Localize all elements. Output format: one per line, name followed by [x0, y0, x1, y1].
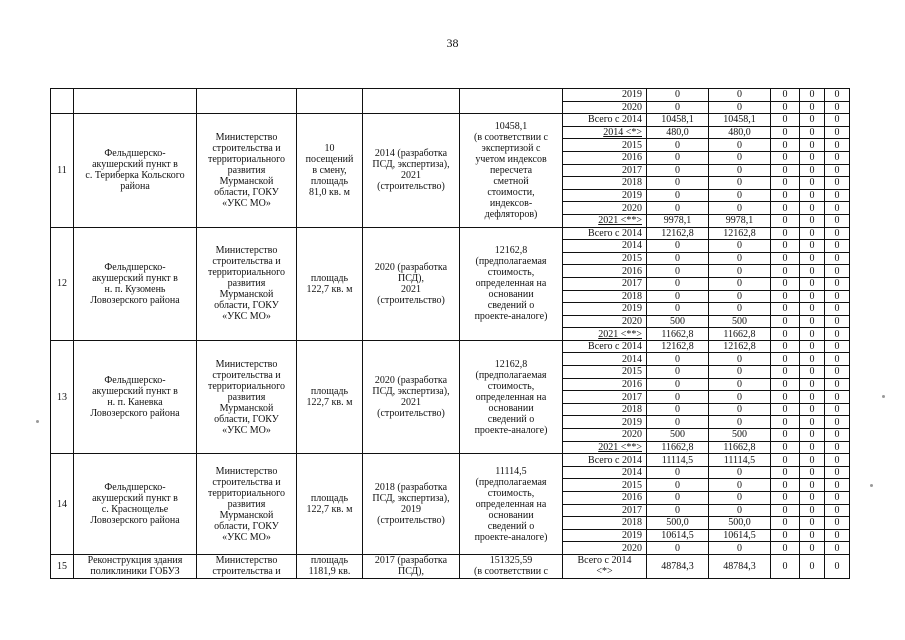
project-name-cell: Фельдшерско- акушерский пункт в н. п. Каневка Ловозерского района — [74, 340, 197, 453]
project-name-cell: Фельдшерско- акушерский пункт в н. п. Кузомень Ловозерского района — [74, 227, 197, 340]
value-cell: 0 — [800, 353, 825, 366]
period-cell: 2014 (разработка ПСД, экспертиза), 2021 (строительство) — [363, 114, 460, 227]
value-cell: 0 — [771, 139, 800, 152]
value-cell: 11114,5 — [709, 454, 771, 467]
continued-customer-cell — [197, 89, 297, 114]
value-cell: 0 — [709, 189, 771, 202]
capacity-cell: площадь 1181,9 кв. — [297, 554, 363, 578]
value-cell: 0 — [825, 315, 850, 328]
value-cell: 0 — [709, 479, 771, 492]
value-cell: 10614,5 — [647, 529, 709, 542]
value-cell: 0 — [825, 466, 850, 479]
value-cell: 0 — [825, 101, 850, 114]
value-cell: 0 — [647, 290, 709, 303]
value-cell: 0 — [800, 164, 825, 177]
value-cell: 0 — [771, 529, 800, 542]
table-row — [51, 227, 850, 240]
value-cell: 0 — [825, 378, 850, 391]
value-cell: 0 — [825, 366, 850, 379]
value-cell: 0 — [800, 529, 825, 542]
value-cell: 0 — [709, 378, 771, 391]
value-cell: 0 — [800, 290, 825, 303]
value-cell: 0 — [825, 391, 850, 404]
value-cell: 0 — [709, 290, 771, 303]
value-cell: 0 — [709, 101, 771, 114]
value-cell: 0 — [800, 214, 825, 227]
year-cell: Всего с 2014 — [563, 114, 647, 127]
value-cell: 0 — [771, 101, 800, 114]
year-cell: 2019 — [563, 303, 647, 316]
value-cell: 0 — [647, 542, 709, 555]
row-number-cell: 15 — [51, 554, 74, 578]
value-cell: 0 — [825, 139, 850, 152]
value-cell: 0 — [771, 164, 800, 177]
value-cell: 0 — [709, 353, 771, 366]
value-cell: 0 — [709, 542, 771, 555]
value-cell: 0 — [709, 139, 771, 152]
customer-cell: Министерство строительства и — [197, 554, 297, 578]
year-cell: 2021 <**> — [563, 214, 647, 227]
value-cell: 10458,1 — [647, 114, 709, 127]
scan-speck — [882, 395, 885, 398]
year-cell: 2017 — [563, 391, 647, 404]
value-cell: 0 — [647, 139, 709, 152]
value-cell: 0 — [825, 416, 850, 429]
value-cell: 0 — [825, 340, 850, 353]
value-cell: 0 — [647, 277, 709, 290]
value-cell: 0 — [709, 164, 771, 177]
value-cell: 0 — [800, 189, 825, 202]
period-cell: 2020 (разработка ПСД), 2021 (строительство) — [363, 227, 460, 340]
year-cell: 2019 — [563, 89, 647, 102]
value-cell: 0 — [709, 89, 771, 102]
value-cell: 0 — [771, 240, 800, 253]
value-cell: 0 — [771, 366, 800, 379]
value-cell: 0 — [825, 529, 850, 542]
value-cell: 0 — [647, 378, 709, 391]
year-cell: 2018 — [563, 403, 647, 416]
value-cell: 0 — [800, 227, 825, 240]
customer-cell: Министерство строительства и территориального развития Мурманской области, ГОКУ «УКС МО» — [197, 340, 297, 453]
value-cell: 0 — [800, 202, 825, 215]
value-cell: 0 — [771, 290, 800, 303]
value-cell: 0 — [709, 416, 771, 429]
value-cell: 12162,8 — [709, 340, 771, 353]
value-cell: 0 — [825, 454, 850, 467]
year-cell: 2017 — [563, 504, 647, 517]
value-cell: 0 — [800, 139, 825, 152]
period-cell: 2017 (разработка ПСД), — [363, 554, 460, 578]
value-cell: 0 — [709, 366, 771, 379]
value-cell: 0 — [771, 492, 800, 505]
value-cell: 500 — [709, 429, 771, 442]
value-cell: 500 — [647, 429, 709, 442]
year-cell: 2014 — [563, 353, 647, 366]
value-cell: 0 — [771, 151, 800, 164]
value-cell: 0 — [709, 303, 771, 316]
row-number-cell: 11 — [51, 114, 74, 227]
value-cell: 0 — [800, 466, 825, 479]
project-name-cell: Фельдшерско- акушерский пункт в с. Краснощелье Ловозерского района — [74, 454, 197, 555]
year-cell: 2020 — [563, 101, 647, 114]
year-cell: 2018 — [563, 290, 647, 303]
value-cell: 0 — [709, 265, 771, 278]
value-cell: 0 — [771, 378, 800, 391]
year-cell: 2016 — [563, 492, 647, 505]
value-cell: 480,0 — [647, 126, 709, 139]
value-cell: 11662,8 — [709, 441, 771, 454]
value-cell: 0 — [709, 277, 771, 290]
value-cell: 500 — [709, 315, 771, 328]
value-cell: 0 — [800, 303, 825, 316]
value-cell: 0 — [800, 504, 825, 517]
year-cell: 2017 — [563, 277, 647, 290]
value-cell: 0 — [771, 429, 800, 442]
value-cell: 0 — [771, 441, 800, 454]
value-cell: 0 — [647, 89, 709, 102]
value-cell: 0 — [771, 189, 800, 202]
year-cell: 2021 <**> — [563, 441, 647, 454]
value-cell: 0 — [771, 89, 800, 102]
value-cell: 0 — [771, 315, 800, 328]
year-cell: 2014 — [563, 240, 647, 253]
value-cell: 0 — [709, 492, 771, 505]
value-cell: 0 — [771, 265, 800, 278]
year-cell: 2018 — [563, 517, 647, 530]
table-row — [51, 89, 850, 102]
value-cell: 0 — [771, 227, 800, 240]
project-name-cell: Реконструкция здания поликлиники ГОБУЗ — [74, 554, 197, 578]
project-name-cell: Фельдшерско- акушерский пункт в с. Териберка Кольского района — [74, 114, 197, 227]
value-cell: 500,0 — [709, 517, 771, 530]
year-cell: 2019 — [563, 529, 647, 542]
capacity-cell: площадь 122,7 кв. м — [297, 340, 363, 453]
year-cell: 2020 — [563, 429, 647, 442]
cost-cell: 12162,8 (предполагаемая стоимость, определенная на основании сведений о проекте-аналоге) — [460, 340, 563, 453]
investment-table — [50, 88, 850, 579]
value-cell: 0 — [825, 265, 850, 278]
value-cell: 0 — [825, 177, 850, 190]
table-row — [51, 114, 850, 127]
value-cell: 0 — [771, 454, 800, 467]
value-cell: 48784,3 — [709, 554, 771, 578]
year-cell: 2015 — [563, 366, 647, 379]
value-cell: 0 — [800, 277, 825, 290]
value-cell: 0 — [709, 403, 771, 416]
customer-cell: Министерство строительства и территориального развития Мурманской области, ГОКУ «УКС МО» — [197, 454, 297, 555]
value-cell: 0 — [771, 554, 800, 578]
value-cell: 0 — [800, 328, 825, 341]
value-cell: 11662,8 — [709, 328, 771, 341]
row-number-cell: 14 — [51, 454, 74, 555]
capacity-cell: 10 посещений в смену, площадь 81,0 кв. м — [297, 114, 363, 227]
value-cell: 0 — [771, 391, 800, 404]
value-cell: 0 — [800, 126, 825, 139]
value-cell: 0 — [825, 277, 850, 290]
value-cell: 0 — [647, 303, 709, 316]
value-cell: 0 — [800, 340, 825, 353]
value-cell: 0 — [800, 252, 825, 265]
value-cell: 0 — [825, 441, 850, 454]
value-cell: 0 — [800, 151, 825, 164]
year-cell: 2017 — [563, 164, 647, 177]
value-cell: 0 — [825, 479, 850, 492]
year-cell: 2020 — [563, 315, 647, 328]
year-cell: Всего с 2014 — [563, 340, 647, 353]
value-cell: 0 — [825, 227, 850, 240]
value-cell: 9978,1 — [647, 214, 709, 227]
value-cell: 0 — [647, 492, 709, 505]
scan-speck — [36, 420, 39, 423]
value-cell: 0 — [647, 479, 709, 492]
value-cell: 0 — [709, 466, 771, 479]
customer-cell: Министерство строительства и территориального развития Мурманской области, ГОКУ «УКС МО» — [197, 227, 297, 340]
value-cell: 0 — [800, 177, 825, 190]
value-cell: 0 — [647, 177, 709, 190]
value-cell: 0 — [825, 492, 850, 505]
table-row — [51, 554, 850, 578]
value-cell: 0 — [825, 542, 850, 555]
value-cell: 0 — [771, 479, 800, 492]
value-cell: 0 — [825, 214, 850, 227]
year-cell: 2014 <*> — [563, 126, 647, 139]
capacity-cell: площадь 122,7 кв. м — [297, 227, 363, 340]
value-cell: 0 — [771, 114, 800, 127]
value-cell: 0 — [825, 554, 850, 578]
value-cell: 0 — [800, 265, 825, 278]
value-cell: 0 — [709, 252, 771, 265]
value-cell: 10458,1 — [709, 114, 771, 127]
value-cell: 0 — [771, 303, 800, 316]
year-cell: 2018 — [563, 177, 647, 190]
value-cell: 0 — [709, 391, 771, 404]
value-cell: 0 — [647, 466, 709, 479]
row-number-cell: 13 — [51, 340, 74, 453]
year-cell: 2019 — [563, 189, 647, 202]
value-cell: 0 — [825, 353, 850, 366]
row-number-cell: 12 — [51, 227, 74, 340]
value-cell: 0 — [825, 164, 850, 177]
year-cell: 2014 — [563, 466, 647, 479]
value-cell: 0 — [800, 441, 825, 454]
continued-no-cell — [51, 89, 74, 114]
value-cell: 0 — [771, 403, 800, 416]
page-number: 38 — [446, 36, 459, 50]
value-cell: 0 — [825, 303, 850, 316]
year-cell: 2015 — [563, 139, 647, 152]
value-cell: 0 — [800, 240, 825, 253]
value-cell: 0 — [647, 366, 709, 379]
value-cell: 11662,8 — [647, 328, 709, 341]
value-cell: 0 — [647, 252, 709, 265]
value-cell: 0 — [825, 290, 850, 303]
year-cell: Всего с 2014 — [563, 227, 647, 240]
value-cell: 0 — [825, 252, 850, 265]
value-cell: 0 — [800, 403, 825, 416]
value-cell: 11662,8 — [647, 441, 709, 454]
value-cell: 0 — [800, 315, 825, 328]
value-cell: 0 — [825, 504, 850, 517]
period-cell: 2020 (разработка ПСД, экспертиза), 2021 (строительство) — [363, 340, 460, 453]
value-cell: 0 — [771, 328, 800, 341]
value-cell: 0 — [771, 504, 800, 517]
value-cell: 0 — [800, 101, 825, 114]
table-row — [51, 454, 850, 467]
value-cell: 0 — [709, 151, 771, 164]
value-cell: 0 — [800, 454, 825, 467]
value-cell: 0 — [647, 353, 709, 366]
continued-name-cell — [74, 89, 197, 114]
period-cell: 2018 (разработка ПСД, экспертиза), 2019 (строительство) — [363, 454, 460, 555]
value-cell: 48784,3 — [647, 554, 709, 578]
value-cell: 0 — [825, 429, 850, 442]
value-cell: 0 — [800, 517, 825, 530]
year-cell: 2020 — [563, 202, 647, 215]
value-cell: 0 — [800, 89, 825, 102]
value-cell: 0 — [771, 466, 800, 479]
value-cell: 0 — [771, 252, 800, 265]
value-cell: 0 — [800, 391, 825, 404]
value-cell: 0 — [771, 202, 800, 215]
year-cell: 2021 <**> — [563, 328, 647, 341]
value-cell: 0 — [771, 126, 800, 139]
value-cell: 0 — [800, 542, 825, 555]
year-cell: Всего с 2014 — [563, 454, 647, 467]
value-cell: 0 — [709, 202, 771, 215]
value-cell: 0 — [800, 479, 825, 492]
customer-cell: Министерство строительства и территориального развития Мурманской области, ГОКУ «УКС МО» — [197, 114, 297, 227]
value-cell: 12162,8 — [647, 340, 709, 353]
value-cell: 0 — [800, 114, 825, 127]
cost-cell: 10458,1 (в соответствии с экспертизой с учетом индексов пересчета сметной стоимости, индексов- дефляторов) — [460, 114, 563, 227]
year-cell: 2016 — [563, 378, 647, 391]
continued-cost-cell — [460, 89, 563, 114]
value-cell: 0 — [709, 177, 771, 190]
value-cell: 0 — [800, 366, 825, 379]
value-cell: 0 — [647, 240, 709, 253]
value-cell: 0 — [647, 416, 709, 429]
value-cell: 0 — [647, 164, 709, 177]
year-cell: 2015 — [563, 252, 647, 265]
cost-cell: 12162,8 (предполагаемая стоимость, определенная на основании сведений о проекте-аналоге) — [460, 227, 563, 340]
value-cell: 0 — [825, 328, 850, 341]
value-cell: 500,0 — [647, 517, 709, 530]
value-cell: 0 — [771, 177, 800, 190]
value-cell: 500 — [647, 315, 709, 328]
year-cell: 2016 — [563, 265, 647, 278]
value-cell: 0 — [825, 202, 850, 215]
value-cell: 0 — [825, 240, 850, 253]
continued-capacity-cell — [297, 89, 363, 114]
value-cell: 480,0 — [709, 126, 771, 139]
value-cell: 0 — [800, 492, 825, 505]
value-cell: 0 — [800, 429, 825, 442]
value-cell: 10614,5 — [709, 529, 771, 542]
year-cell: 2015 — [563, 479, 647, 492]
capacity-cell: площадь 122,7 кв. м — [297, 454, 363, 555]
value-cell: 0 — [825, 189, 850, 202]
value-cell: 0 — [647, 403, 709, 416]
value-cell: 0 — [771, 353, 800, 366]
value-cell: 0 — [647, 101, 709, 114]
value-cell: 0 — [771, 277, 800, 290]
value-cell: 0 — [647, 202, 709, 215]
value-cell: 11114,5 — [647, 454, 709, 467]
value-cell: 0 — [825, 151, 850, 164]
year-cell: 2016 — [563, 151, 647, 164]
value-cell: 0 — [825, 517, 850, 530]
value-cell: 0 — [647, 151, 709, 164]
value-cell: 0 — [825, 114, 850, 127]
year-cell: Всего с 2014 <*> — [563, 554, 647, 578]
value-cell: 0 — [825, 89, 850, 102]
value-cell: 0 — [647, 189, 709, 202]
value-cell: 0 — [825, 403, 850, 416]
scan-speck — [870, 484, 873, 487]
year-cell: 2019 — [563, 416, 647, 429]
value-cell: 0 — [709, 240, 771, 253]
value-cell: 0 — [800, 554, 825, 578]
value-cell: 0 — [800, 378, 825, 391]
continued-period-cell — [363, 89, 460, 114]
value-cell: 0 — [800, 416, 825, 429]
value-cell: 9978,1 — [709, 214, 771, 227]
value-cell: 0 — [647, 391, 709, 404]
value-cell: 0 — [771, 340, 800, 353]
value-cell: 0 — [825, 126, 850, 139]
cost-cell: 11114,5 (предполагаемая стоимость, определенная на основании сведений о проекте-аналоге) — [460, 454, 563, 555]
value-cell: 0 — [771, 542, 800, 555]
value-cell: 0 — [647, 265, 709, 278]
value-cell: 12162,8 — [647, 227, 709, 240]
value-cell: 0 — [771, 214, 800, 227]
value-cell: 12162,8 — [709, 227, 771, 240]
year-cell: 2020 — [563, 542, 647, 555]
value-cell: 0 — [709, 504, 771, 517]
value-cell: 0 — [771, 416, 800, 429]
value-cell: 0 — [771, 517, 800, 530]
value-cell: 0 — [647, 504, 709, 517]
table-row — [51, 340, 850, 353]
cost-cell: 151325,59 (в соответствии с — [460, 554, 563, 578]
